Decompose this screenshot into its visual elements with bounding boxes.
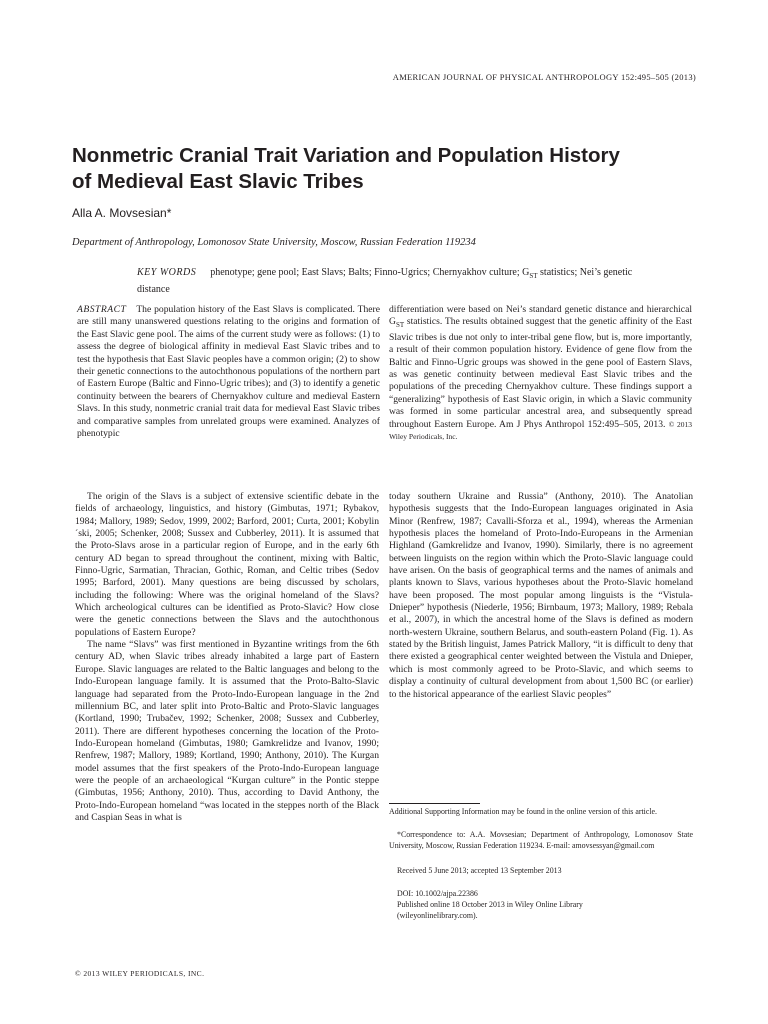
abstract-subscript: ST: [395, 321, 405, 330]
abstract-copyright: © 2013 Wiley Periodicals, Inc.: [389, 419, 693, 441]
journal-header: AMERICAN JOURNAL OF PHYSICAL ANTHROPOLOGY 152:495–505 (2013): [392, 72, 696, 82]
footnote-correspondence: *Correspondence to: A.A. Movsesian; Department of Anthropology, Lomonosov State University, Moscow, Russian Federation 119234. E-mail: amovsessyan@gmail.com: [389, 830, 693, 850]
author-affiliation: Department of Anthropology, Lomonosov State University, Moscow, Russian Federation 119234: [72, 237, 476, 248]
abstract-label: ABSTRACT: [77, 304, 127, 315]
keywords-subscript: ST: [529, 272, 538, 280]
body-paragraph-1: The origin of the Slavs is a subject of extensive scientific debate in the fields of archaeology, linguistics, and history (Gimbutas, 1971; Rybakov, 1984; Mallory, 1989; Sedov, 1999, 2002; Barford, 2001; Curta, 2001; Kobylin´ski, 2005; Schenker, 2008; Sussex and Cubberley, 2011). It is assumed that the Proto-Slavs arose in a particular region of Europe, and in the early 6th century AD began to spread throughout the continent, mixing with Baltic, Finno-Ugric, Sarmatian, Thracian, Gothic, Roman, and Celtic tribes (Sedov 1995; Barford, 2001). Many questions are being discussed by scholars, including the following: Where was the original homeland of the Slavs? Which archeological cultures can be identified as Proto-Slavic? How close were the genetic connections between the Slavs and the autochthonous populations of Eastern Europe?: [75, 491, 379, 638]
abstract-right-column: [389, 304, 692, 443]
footnote-doi: DOI: 10.1002/ajpa.22386: [397, 889, 478, 898]
title-line-2: of Medieval East Slavic Tribes: [72, 170, 364, 193]
footnote-published: Published online 18 October 2013 in Wiley Online Library: [397, 900, 583, 909]
title-line-1: Nonmetric Cranial Trait Variation and Population History: [72, 144, 620, 167]
footnote-rule: [389, 803, 480, 804]
footnote-received: Received 5 June 2013; accepted 13 September 2013: [397, 866, 562, 875]
article-title: [72, 143, 712, 195]
footnote-library: (wileyonlinelibrary.com).: [397, 911, 478, 920]
page-copyright: © 2013 WILEY PERIODICALS, INC.: [75, 969, 205, 978]
footnote-supporting: Additional Supporting Information may be found in the online version of this article.: [389, 807, 658, 816]
author-name: Alla A. Movsesian*: [72, 206, 172, 220]
footnotes: [389, 803, 693, 921]
abstract-left-text: The population history of the East Slavs is complicated. There are still many unanswered questions relating to the origins and formation of the East Slavic gene pool. The aims of the current study were as follows: (1) to assess the degree of biological affinity in medieval East Slavic tribes and to test the hypothesis that East Slavic peoples have a common origin; (2) to show their genetic connections to the autochthonous populations of the northern part of Eastern Europe (Baltic and Finno-Ugric tribes); and (3) to identify a genetic continuity between the bearers of Chernyakhov culture and medieval Eastern Slavs. In this study, nonmetric cranial trait data for medieval East Slavic tribes and comparative samples from unrelated groups were examined. Analyzes of phenotypic: [77, 304, 381, 440]
body-paragraph-2: The name “Slavs” was first mentioned in Byzantine writings from the 6th century AD, when Slavic tribes already inhabited a large part of Eastern Europe. Slavic languages are related to the Baltic languages and belong to the Indo-European language family. It is assumed that the Proto-Balto-Slavic language had separated from the Proto-Indo-European language in the 2nd millennium BC, and later split into Proto-Baltic and Proto-Slavic languages (Kortland, 1990; Trubačev, 1992; Schenker, 2008; Sussex and Cubberley, 2011). There are different hypotheses concerning the location of the Proto-Indo-European homeland (Gimbutas, 1980; Gamkrelidze and Ivanov, 1990; Renfrew, 1987; Mallory, 1989; Kortland, 1990; Anthony, 2010). The Kurgan model assumes that the first speakers of the Proto-Indo-European language were the people of an archaeological “Kurgan culture” in the Pontic steppe (Gimbutas, 1956; Anthony, 2010). Thus, according to David Anthony, the Proto-Indo-European homeland “was located in the steppes north of the Black and Caspian Seas in what is: [75, 639, 379, 823]
body-left-column: [75, 491, 379, 824]
body-right-column: [389, 491, 693, 701]
body-paragraph-3: today southern Ukraine and Russia” (Anthony, 2010). The Anatolian hypothesis suggests that the Indo-European languages originated in Asia Minor (Renfrew, 1987; Cavalli-Sforza et al., 1994), whereas the Armenian hypothesis places the homeland of Proto-Indo-Europeans in the Armenian Highland (Gamkrelidze and Ivanov, 1990). Similarly, there is no agreement between linguists on the region within which the Proto-Slavic language could have arisen. On the basis of geographical terms and the names of animals and plants known to Slavs, various hypotheses about the Proto-Slavic homeland have been proposed. The most popular among linguists is the “Vistula-Dnieper” hypothesis (Niederle, 1956; Birnbaum, 1973; Mallory, 1989; Rebala et al., 2007), in which the ancestral home of the Slavs is defined as modern north-western Ukraine, southern Belarus, and south-eastern Poland (Fig. 1). As stated by the British linguist, James Patrick Mallory, “it is difficult to deny that there existed a geographical center weighted between the Vistula and Dnieper, which is most commonly agreed to be Proto-Slavic, and which seems to display a continuity of cultural development from about 1,500 BC (or earlier) to the historical appearance of the earliest Slavic peoples”: [389, 491, 693, 700]
keywords-block: [137, 266, 660, 296]
keywords-text: phenotype; gene pool; East Slavs; Balts; Finno-Ugrics; Chernyakhov culture; G: [210, 267, 530, 278]
abstract-right-text-end: statistics. The results obtained suggest that the genetic affinity of the East Slavic tribes is due not only to inter-tribal gene flow, but is, more importantly, a result of their common population history. Evidence of gene flow from the Baltic and Finno-Ugric groups was showed in the gene pool of Eastern Slavs, as was genetic continuity between medieval East Slavic tribes and the populations of the preceding Chernyakhov culture. These findings support a “generalizing” hypothesis of East Slavic origin, in which a Slavic community was formed in some particular ancestral area, and subsequently spread throughout Eastern Europe. Am J Phys Anthropol 152:495–505, 2013.: [389, 316, 692, 430]
keywords-text-end: statistics; Nei’s genetic distance: [137, 267, 633, 295]
abstract-right-text: differentiation were based on Nei’s standard genetic distance and hierarchical G: [389, 304, 692, 328]
keywords-label: KEY WORDS: [137, 267, 197, 278]
abstract-left-column: [77, 304, 380, 440]
